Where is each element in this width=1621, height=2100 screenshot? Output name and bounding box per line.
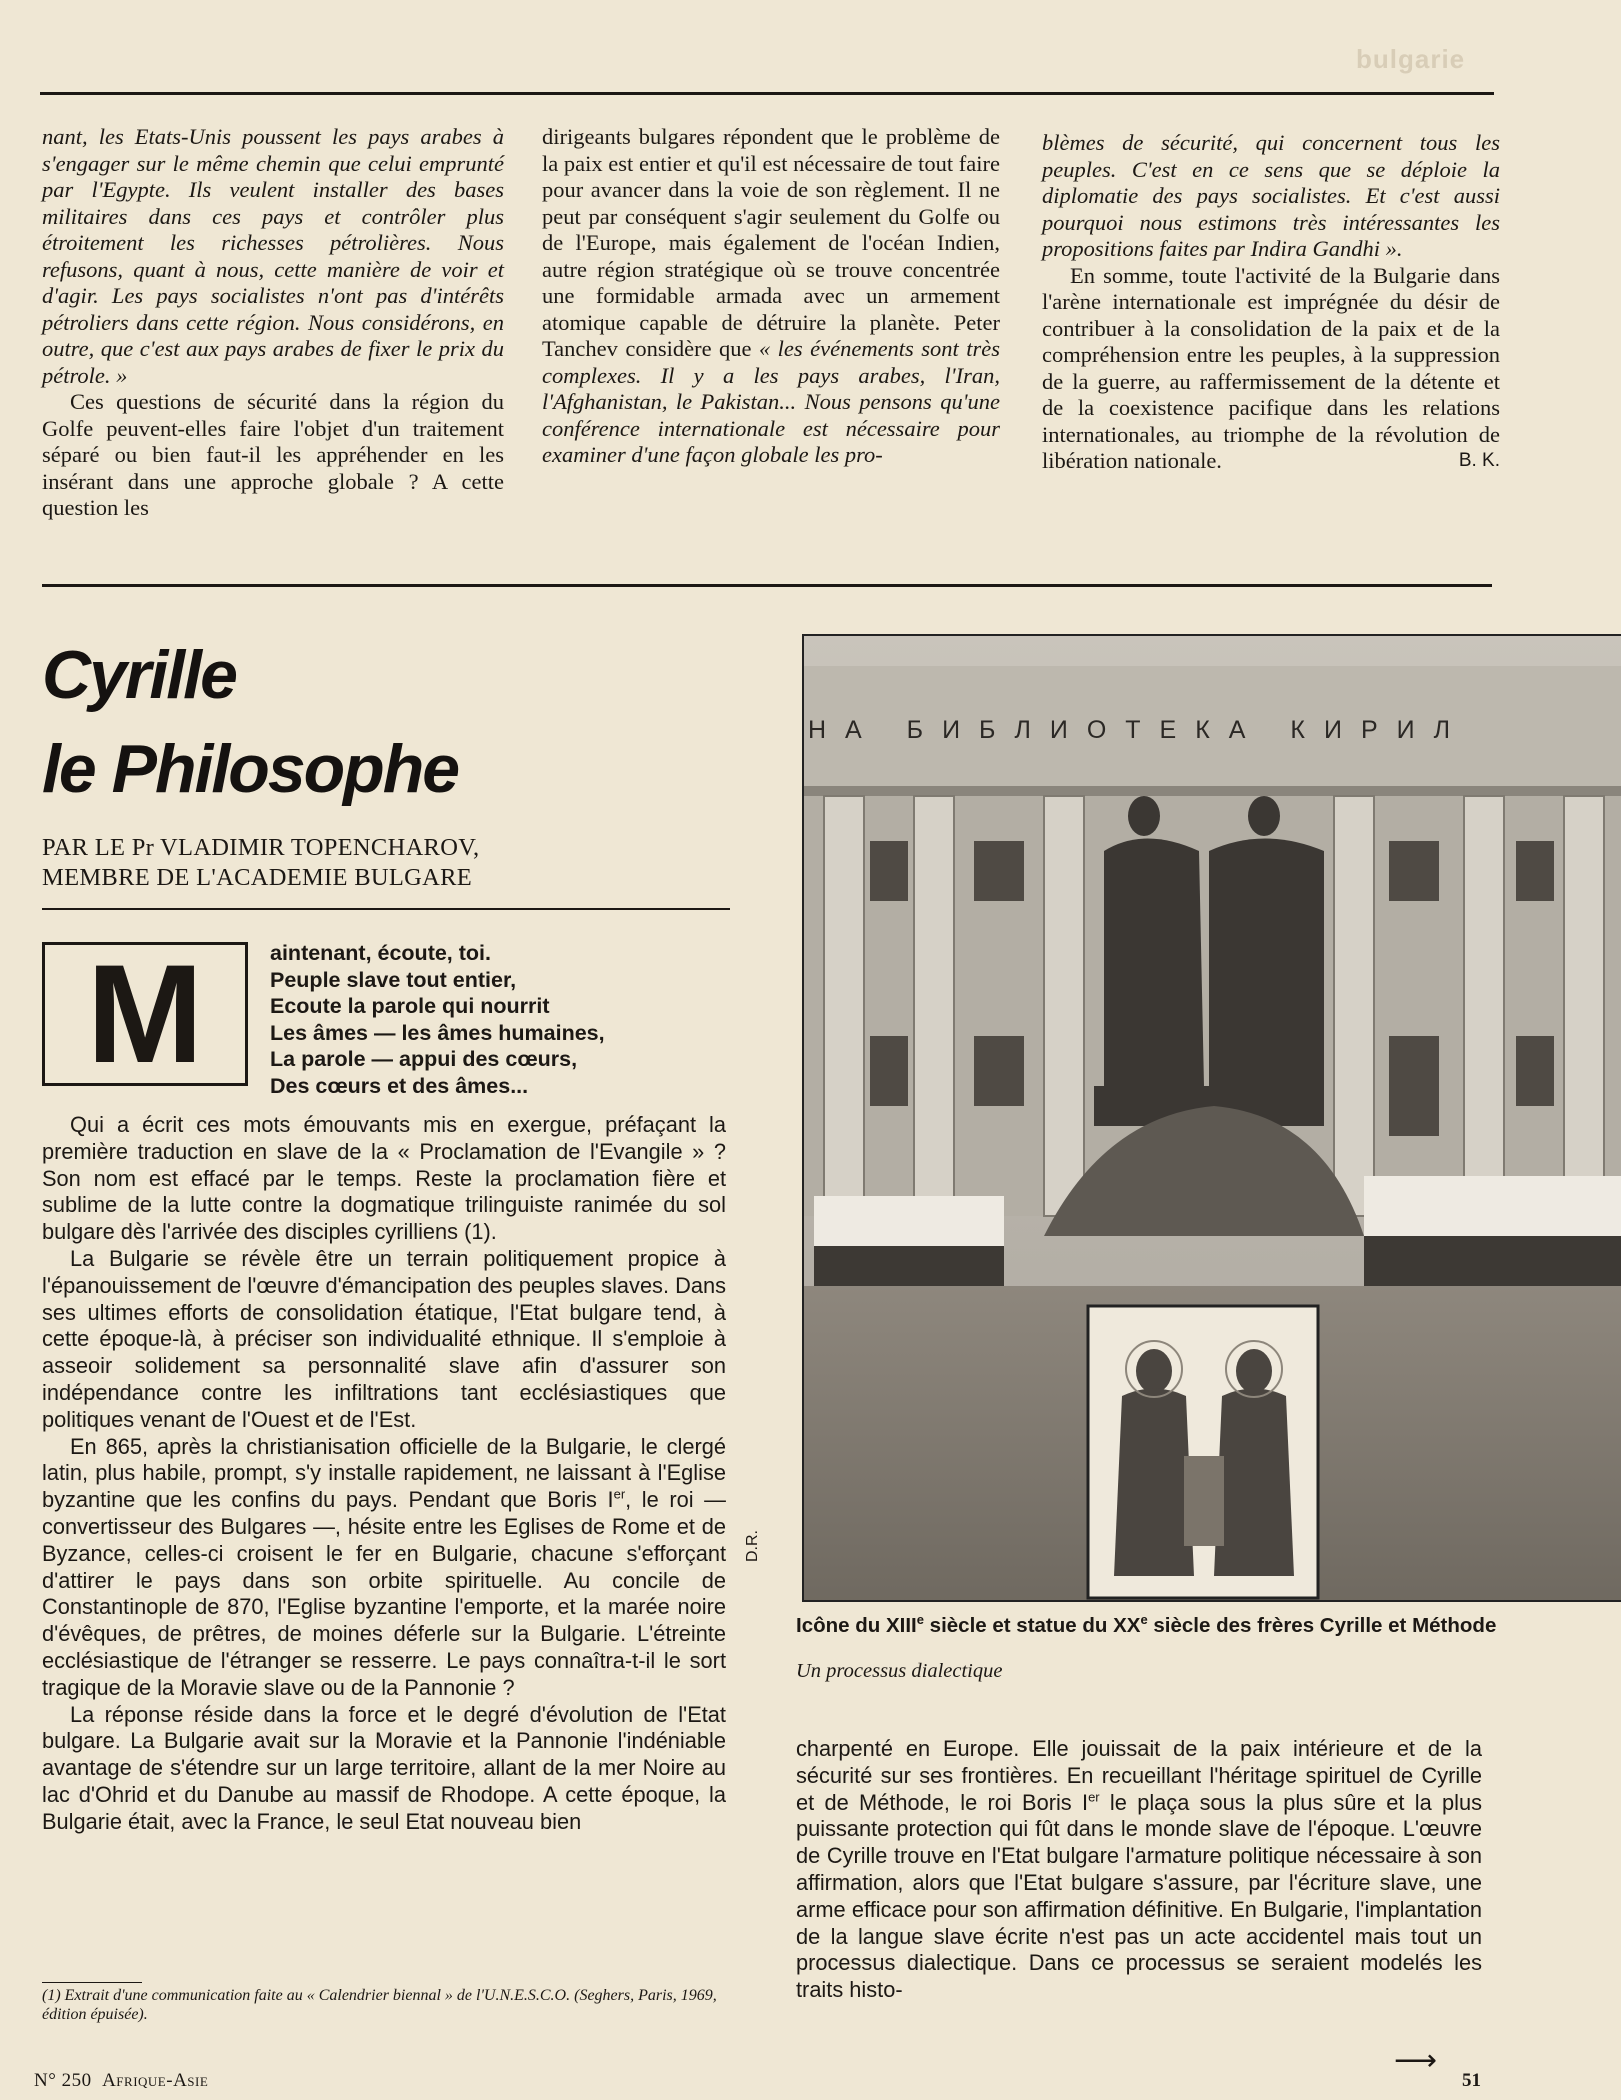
continue-arrow-icon: ⟶ [1394,2044,1438,2077]
photo-credit: D.R. [744,1530,761,1562]
top-article-col1 [42,124,504,522]
paragraph-1: Qui a écrit ces mots émouvants mis en exergue, préfaçant la première traduction en slave de la « Proclamation de l'Evangile » ? Son nom est effacé par le temps. Reste la proclamation fière et sublime de la lutte contre la dogmatique trilinguiste ranimée du sol bulgare dès l'arrivée des disciples cyrilliens (1). [42,1112,726,1245]
top-article-col3 [1042,130,1500,475]
article-left-column [42,1112,726,1836]
title-line-2: le Philosophe [42,731,459,807]
photo-illustration [804,636,1621,1602]
epigraph-poem [270,940,605,1099]
page-number: 51 [1462,2070,1481,2091]
photo-caption: Icône du XIIIe siècle et statue du XXe siècle des frères Cyrille et Méthode [796,1612,1497,1637]
byline-line-1: PAR LE Pr VLADIMIR TOPENCHAROV, [42,834,480,861]
article-right-column [796,1736,1482,2004]
byline [42,833,479,893]
byline-rule [42,908,730,910]
photo-subcaption: Un processus dialectique [796,1660,1003,1682]
section-tag: bulgarie [1356,44,1466,74]
footer-issue: N° 250 Afrique-Asie [34,2070,209,2091]
top-article-col2 [542,124,1000,469]
top-rule [40,92,1494,95]
poem-line: Ecoute la parole qui nourrit [270,994,550,1018]
paragraph-2: La Bulgarie se révèle être un terrain politiquement propice à l'épanouissement de l'œuvre d'émancipation des peuples slaves. Dans ses ultimes efforts de consolidation étatique, l'Etat bulgare tend, à cette époque-là, à préciser son individualité ethnique. Il s'emploie à asseoir solidement sa personnalité slave afin d'assurer son indépendance contre les infiltrations tant ecclésiastiques que politiques venant de l'Ouest et de l'Est. [42,1245,726,1432]
poem-line: La parole — appui des cœurs, [270,1047,578,1071]
col2-quote: « les événements sont très complexes. Il y a les pays arabes, l'Iran, l'Afghanistan, le Pakistan... Nous pensons qu'une conférence internationale est nécessaire pour examiner d'une façon globale les pro- [542,336,1000,467]
drop-cap: M [42,942,248,1086]
col2-paragraph: dirigeants bulgares répondent que le problème de la paix est entier et qu'il est nécessaire de tout faire pour avancer dans la voie de son règlement. Il ne peut par conséquent s'agir seulement du Golfe ou de l'Europe, mais également de l'océan Indien, autre région stratégique où se trouve concentrée une formidable armada avec un armement atomique capable de détruire la planète. Peter Tanchev considère que [542,124,1000,361]
building-inscription: НА БИБЛИОТЕКА КИРИЛ [808,716,1469,744]
title-line-1: Cyrille [42,637,236,713]
poem-line: Peuple slave tout entier, [270,967,517,992]
footnote: (1) Extrait d'une communication faite au « Calendrier biennal » de l'U.N.E.S.C.O. (Seghers, Paris, 1969, édition épuisée). [42,1987,717,2023]
poem-line: aintenant, écoute, toi. [270,941,491,965]
col3-paragraph: En somme, toute l'activité de la Bulgarie dans l'arène internationale est imprégnée du désir de contribuer à la consolidation de la paix et de la compréhension entre les peuples, à la suppression de la guerre, au raffermissement de la détente et de la coexistence pacifique dans les relations internationales, au triomphe de la révolution de libération nationale. [1042,262,1500,473]
signature: B. K. [1458,450,1500,471]
byline-line-2: MEMBRE DE L'ACADEMIE BULGARE [42,864,472,891]
col1-paragraph: Ces questions de sécurité dans la région du Golfe peuvent-elles faire l'objet d'un traitement séparé ou bien faut-il les appréhender en les insérant dans une approche globale ? A cette question les [42,389,504,520]
photo-statue-cyril-methodius [802,634,1621,1602]
paragraph-5: charpenté en Europe. Elle jouissait de la paix intérieure et de la sécurité sur ses frontières. En recueillant l'héritage spirituel de Cyrille et de Méthode, le roi Boris Ier le plaça sous la plus sûre et la plus puissante protection qui fût dans le monde slave de l'époque. L'œuvre de Cyrille trouve en l'Etat bulgare l'armature politique nécessaire à son affirmation, alors que l'Etat bulgare s'assure, par l'écriture slave, une arme efficace pour son affirmation définitive. En Bulgarie, l'implantation de la langue slave écrite n'est pas un acte accidentel mais tout un processus dialectique. Dans ce processus se seraient modelés les traits histo- [796,1736,1482,2003]
article-title [42,628,458,816]
poem-line: Des cœurs et des âmes... [270,1073,529,1098]
col3-quote: blèmes de sécurité, qui concernent tous les peuples. C'est en ce sens que se déploie la diplomatie des pays socialistes. Et c'est aussi pourquoi nous estimons très intéressantes les propositions faites par Indira Gandhi ». [1042,130,1500,261]
col1-quote: nant, les Etats-Unis poussent les pays arabes à s'engager sur le même chemin que celui emprunté par l'Egypte. Ils veulent installer des bases militaires dans ces pays et contrôler plus étroitement les richesses pétrolières. Nous refusons, quant à nous, cette manière de voir et d'agir. Les pays socialistes n'ont pas d'intérêts pétroliers dans cette région. Nous considérons, en outre, que c'est aux pays arabes de fixer le prix du pétrole. » [42,124,504,388]
paragraph-3: En 865, après la christianisation officielle de la Bulgarie, le clergé latin, plus habile, prompt, s'y installe rapidement, ne laissant à l'Eglise byzantine que les confins du pays. Pendant que Boris Ier, le roi — convertisseur des Bulgares —, hésite entre les Eglises de Rome et de Byzance, celles-ci croisent le fer en Bulgarie, chacune s'efforçant d'attirer le pays dans son orbite spirituelle. Au concile de Constantinople de 870, l'Eglise byzantine l'emporte, et la marée noire d'évêques, de prêtres, de moines déferle sur la Bulgarie. L'étreinte ecclésiastique de l'étranger se resserre. Le pays connaîtra-t-il le sort tragique de la Moravie slave ou de la Pannonie ? [42,1433,726,1700]
middle-rule [42,584,1492,587]
paragraph-4: La réponse réside dans la force et le degré d'évolution de l'Etat bulgare. La Bulgarie avait sur la Moravie et la Pannonie l'indéniable avantage de s'étendre sur un large territoire, allant de la mer Noire au lac d'Ohrid et du Danube au massif de Rhodope. A cette époque, la Bulgarie était, avec la France, le seul Etat nouveau bien [42,1701,726,1834]
poem-line: Les âmes — les âmes humaines, [270,1020,605,1045]
footnote-rule [42,1982,142,1983]
